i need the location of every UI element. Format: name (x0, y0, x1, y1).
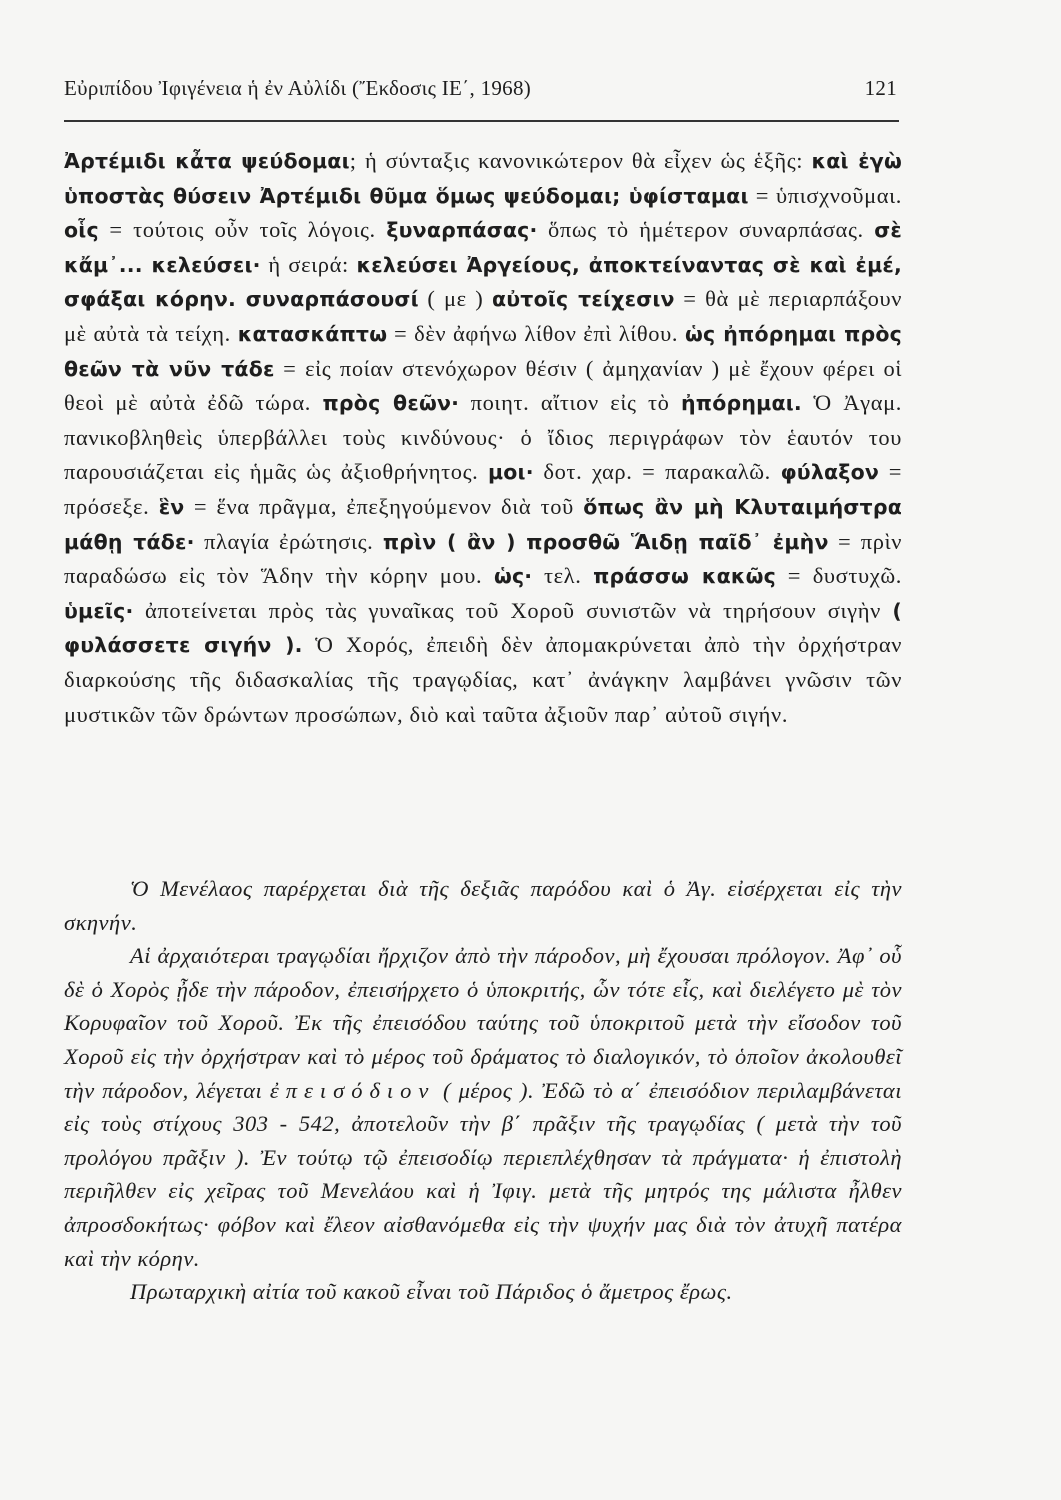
note-text: Ὁ Χορός, ἐπειδὴ δὲν ἀπομακρύνεται ἀπὸ τὴν ὀρχήστραν διαρκούσης τῆς διδασκαλίας τῆς τραγῳδίας, κατ᾽ ἀνάγκην λαμβάνει γνῶσιν τῶν μυστικῶν τῶν δρώντων προσώπων, διὸ καὶ ταῦτα ἀξιοῦν παρ᾽ αὐτοῦ σιγήν. (64, 632, 902, 727)
closing-line: Πρωταρχικὴ αἰτία τοῦ κακοῦ εἶναι τοῦ Πάριδος ὁ ἄμετρος ἔρως. (130, 1279, 733, 1305)
lemma: πράσσω κακῶς (593, 564, 777, 589)
note-text: τελ. (532, 563, 594, 589)
lemma: αὐτοῖς τείχεσιν (491, 287, 675, 312)
stage-direction: Ὁ Μενέλαος παρέρχεται διὰ τῆς δεξιᾶς παρόδου καὶ ὁ Ἀγ. εἰσέρχεται εἰς τὴν σκηνήν. (64, 876, 902, 935)
header-rule (64, 120, 899, 122)
note-text: = εἰς ποίαν στενόχωρον θέσιν ( ἀμηχανίαν ) μὲ ἔχουν φέρει οἱ θεοὶ μὲ αὐτὰ ἐδῶ τώρα. (64, 355, 902, 416)
running-title: Εὐριπίδου Ἰφιγένεια ἡ ἐν Αὐλίδι (Ἔκδοσις ΙΕ΄, 1968) (64, 76, 532, 100)
lemma: σὲ κἄμ᾽... κελεύσει· (64, 218, 902, 277)
note-text: ποιητ. αἴτιον εἰς τὸ (459, 390, 682, 416)
running-header (64, 76, 897, 106)
note-text: = ὑπισχνοῦμαι. (748, 182, 902, 208)
note-text: = τούτοις οὖν τοῖς λόγοις. (98, 217, 387, 243)
note-text: = πρόσεξε. (64, 459, 903, 519)
spaced-term: ἐπεισόδιον (269, 1077, 436, 1103)
note-text: = δυστυχῶ. (776, 563, 903, 589)
page-number: 121 (864, 76, 897, 100)
notes-section (64, 144, 902, 732)
lemma: πρὶν ( ἂν ) προσθῶ Ἅιδῃ παῖδ᾽ ἐμὴν (382, 529, 829, 554)
lemma: ὡς· (493, 564, 533, 589)
commentary-paragraph (64, 939, 902, 1275)
lemma: καὶ ἐγὼ ὑποστὰς θύσειν Ἀρτέμιδι θῦμα ὅμως ψεύδομαι; ὑφίσταμαι (64, 149, 902, 208)
note-text: Ὁ Ἀγαμ. πανικοβληθεὶς ὑπερβάλλει τοὺς κινδύνους· ὁ ἴδιος περιγράφων τὸν ἑαυτόν του παρουσιάζεται εἰς ἡμᾶς ὡς ἀξιοθρήνητος. (64, 390, 903, 485)
lemma: ὅπως ἂν μὴ Κλυταιμήστρα μάθῃ τάδε· (64, 494, 902, 554)
lemma: ( φυλάσσετε σιγήν ). (64, 598, 902, 658)
lemma: ὡς ἠπόρημαι πρὸς θεῶν τὰ νῦν τάδε (64, 321, 903, 381)
note-text: ( με ) (418, 286, 492, 312)
commentary-section (64, 872, 902, 1309)
lemma: ὑμεῖς· (64, 598, 134, 623)
lemma: Ἀρτέμιδι κἆτα ψεύδομαι (64, 149, 350, 173)
lemma: οἷς (64, 218, 99, 243)
lemma: κελεύσει Ἀργείους, ἀποκτείναντας σὲ καὶ ἐμέ, σφάξαι κόρην. συναρπάσουσί (64, 252, 902, 312)
commentary-text: Αἱ ἀρχαιότεραι τραγῳδίαι ἤρχιζον ἀπὸ τὴν πάροδον, μὴ ἔχουσαι πρόλογον. Ἀφ᾽ οὗ δὲ ὁ Χορὸς ᾖδε τὴν πάροδον, ἐπεισήρχετο ὁ ὑποκριτής, ὧν τότε εἷς, καὶ διελέγετο μὲ τὸν Κορυφαῖον τοῦ Χοροῦ. Ἐκ τῆς ἐπεισόδου ταύτης τοῦ ὑποκριτοῦ μετὰ τὴν εἴσοδον τοῦ Χοροῦ εἰς τὴν ὀρχήστραν καὶ τὸ μέρος τοῦ δράματος τὸ διαλογικόν, τὸ ὁποῖον ἀκολουθεῖ τὴν πάροδον, λέγεται (64, 943, 902, 1103)
lemma: κατασκάπτω (237, 321, 388, 346)
lemma: ἓν (158, 494, 185, 519)
lemma: μοι· (487, 460, 534, 485)
note-text: = δὲν ἀφήνω λίθον ἐπὶ λίθου. (387, 320, 685, 346)
lemma: ξυναρπάσας· (386, 218, 538, 243)
note-text: = ἕνα πρᾶγμα, ἐπεξηγούμενον διὰ τοῦ (184, 493, 584, 519)
note-text: ὅπως τὸ ἡμέτερον συναρπάσας. (537, 217, 875, 243)
note-text: ; ἡ σύνταξις κανονικώτερον θὰ εἶχεν ὡς ἑξῆς: (349, 148, 812, 173)
lemma: πρὸς θεῶν· (322, 391, 460, 416)
note-text: πλαγία ἐρώτησις. (194, 528, 383, 554)
notes-paragraph (64, 144, 902, 732)
commentary-text: ( μέρος ). Ἐδῶ τὸ α΄ ἐπεισόδιον περιλαμβάνεται εἰς τοὺς στίχους 303 - 542, ἀποτελοῦν τὴν β΄ πρᾶξιν τῆς τραγῳδίας ( μετὰ τὴν τοῦ προλόγου πρᾶξιν ). Ἐν τούτῳ τῷ ἐπεισοδίῳ περιεπλέχθησαν τὰ πράγματα· ἡ ἐπιστολὴ περιῆλθεν εἰς χεῖρας τοῦ Μενελάου καὶ ἡ Ἰφιγ. μετὰ τῆς μητρός της μάλιστα ἦλθεν ἀπροσδοκήτως· φόβον καὶ ἔλεον αἰσθανόμεθα εἰς τὴν ψυχήν μας διὰ τὸν ἀτυχῆ πατέρα καὶ τὴν κόρην. (64, 1077, 902, 1271)
note-text: = θὰ μὲ περιαρπάξουν μὲ αὐτὰ τὰ τείχη. (64, 286, 902, 346)
lemma: ἠπόρημαι. (681, 391, 802, 416)
note-text: δοτ. χαρ. = παρακαλῶ. (533, 459, 781, 485)
note-text: ἡ σειρά: (260, 251, 357, 277)
note-text: ἀποτείνεται πρὸς τὰς γυναῖκας τοῦ Χοροῦ συνιστῶν νὰ τηρήσουν σιγὴν (133, 597, 893, 623)
lemma: φύλαξον (780, 460, 880, 485)
note-text: = πρὶν παραδώσω εἰς τὸν Ἅδην τὴν κόρην μου. (64, 528, 903, 589)
